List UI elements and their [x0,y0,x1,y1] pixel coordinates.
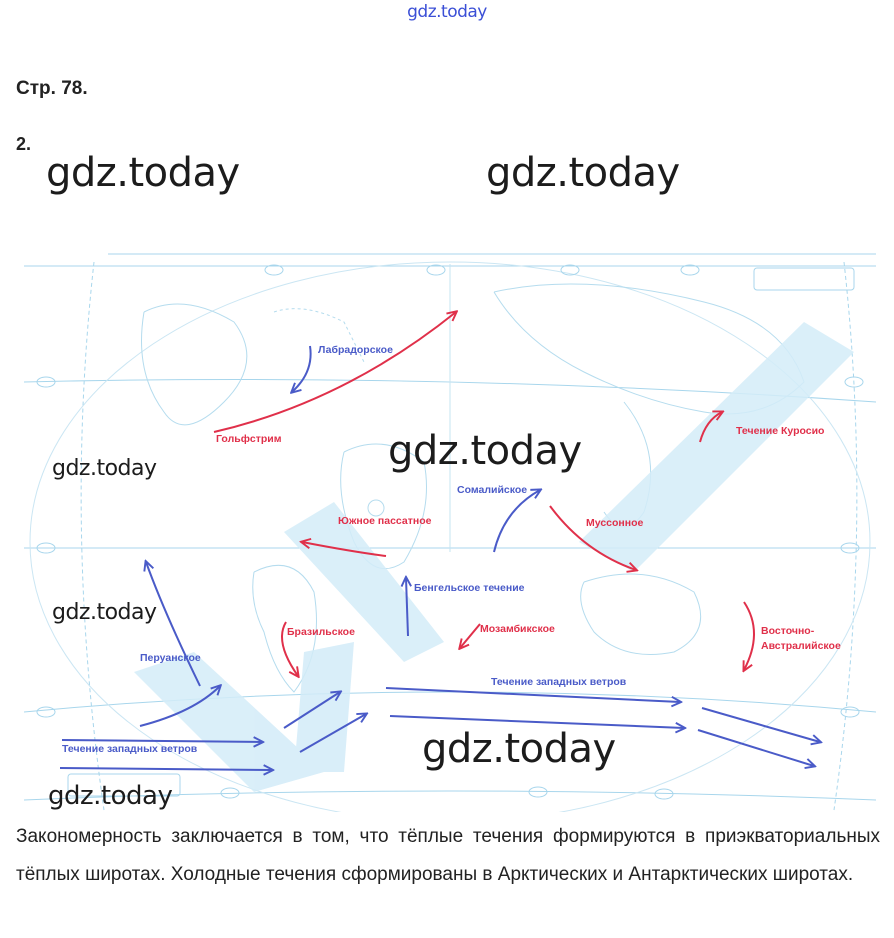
watermark: gdz.today [388,428,582,474]
watermark: gdz.today [486,150,680,196]
label-monsoon: Муссонное [586,517,644,529]
label-west-winds-left: Течение западных ветров [62,743,198,755]
page-reference: Стр. 78. [16,78,88,99]
task-number: 2. [16,134,32,154]
watermark: gdz.today [52,600,157,625]
label-east-australian-1: Восточно- [761,625,815,637]
watermark: gdz.today [422,726,616,772]
watermark: gdz.today [52,456,157,481]
label-west-winds-right: Течение западных ветров [491,676,627,688]
label-gulfstream: Гольфстрим [216,433,282,445]
label-somali: Сомалийское [457,484,528,496]
watermark: gdz.today [46,150,240,196]
label-south-trade: Южное пассатное [338,515,432,527]
label-labrador: Лабрадорское [318,344,393,356]
site-logo[interactable]: gdz.today [407,2,487,22]
watermark: gdz.today [48,781,173,811]
label-east-australian-2: Австралийское [761,640,841,652]
label-mozambique: Мозамбикское [480,623,555,635]
label-brazil: Бразильское [287,626,355,638]
label-peru: Перуанское [140,652,201,664]
label-benguela: Бенгельское течение [414,582,525,594]
label-kuroshio: Течение Куросио [736,425,825,437]
conclusion-text: Закономерность заключается в том, что тёплые течения формируются в приэкваториальных тёплых широтах. Холодные течения сформированы в Арктических и Антарктических широтах. [16,826,880,885]
